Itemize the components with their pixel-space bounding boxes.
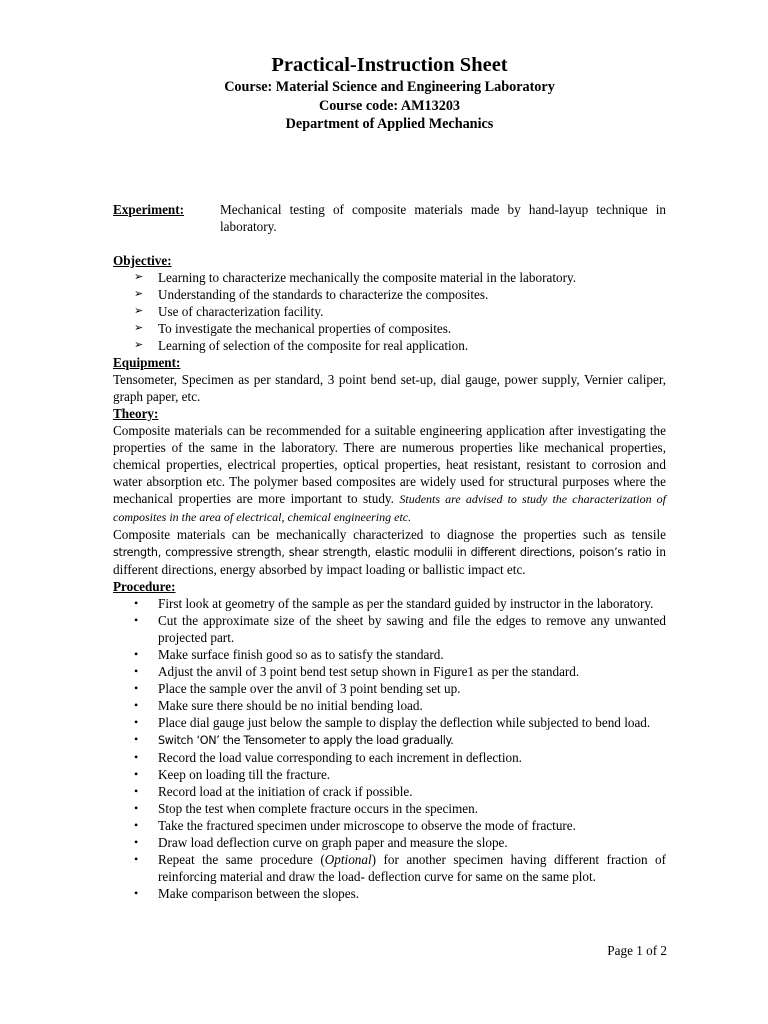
bullet-icon: • <box>134 663 139 678</box>
bullet-icon: • <box>134 783 139 798</box>
list-item: • Stop the test when complete fracture occurs in the specimen. <box>134 800 479 816</box>
theory-paragraph: Composite materials can be recommended for a suitable engineering application after investigating the properties of the same in the laboratory. There are numerous properties like mechanical properties, chemical properties, electrical properties, optical properties, heat resistant, resistant to corrosion and water absorption etc. The polymer based composites are widely used for structural purposes where the mechanical properties are more important to study. Students are advised to study the characterization of composites in the area of electrical, chemical engineering etc. <box>113 422 667 524</box>
theory-note: Students are advised to study the characterization of composites in the area of electrical, chemical engineering etc. <box>113 491 667 524</box>
list-item: • Switch ‘ON’ the Tensometer to apply the load gradually. <box>134 731 454 747</box>
list-item: • First look at geometry of the sample as per the standard guided by instructor in the laboratory. <box>134 595 654 611</box>
list-item: ➢ Learning to characterize mechanically the composite material in the laboratory. <box>134 269 577 285</box>
bullet-icon: • <box>134 749 139 764</box>
department-name: Department of Applied Mechanics <box>285 116 494 132</box>
page-content <box>113 52 666 902</box>
bullet-icon: • <box>134 817 139 832</box>
theory-paragraph-2: Composite materials can be mechanically characterized to diagnose the properties such as tensile strength, compressive strength, shear strength, elastic modulii in different directions, poison’s ratio in different directions, energy absorbed by impact loading or ballistic impact etc. <box>113 526 666 577</box>
list-item: • Keep on loading till the fracture. <box>134 766 331 782</box>
list-item: • Repeat the same procedure (Optional) for another specimen having different fraction of reinforcing material and draw the load- deflection curve for same on the same plot. <box>134 851 667 884</box>
list-item: • Draw load deflection curve on graph paper and measure the slope. <box>134 834 508 850</box>
arrow-bullet-icon: ➢ <box>134 287 144 300</box>
optional-label: Optional <box>324 851 372 867</box>
experiment-text: Mechanical testing of composite materials made by hand-layup technique in laboratory. <box>220 201 666 234</box>
equipment-text: Tensometer, Specimen as per standard, 3 point bend set-up, dial gauge, power supply, Vernier caliper, graph paper, etc. <box>113 371 666 404</box>
bullet-icon: • <box>134 834 139 849</box>
equipment-heading: Equipment: <box>113 354 181 370</box>
list-item: • Make sure there should be no initial bending load. <box>134 697 423 713</box>
bullet-icon: • <box>134 680 139 695</box>
arrow-bullet-icon: ➢ <box>134 321 144 334</box>
arrow-bullet-icon: ➢ <box>134 338 144 351</box>
bullet-icon: • <box>134 646 139 661</box>
list-item: ➢ Understanding of the standards to characterize the composites. <box>134 286 489 302</box>
list-item: • Record load at the initiation of crack if possible. <box>134 783 413 799</box>
list-item: • Make surface finish good so as to satisfy the standard. <box>134 646 444 662</box>
procedure-heading: Procedure: <box>113 578 176 594</box>
list-item: • Place dial gauge just below the sample to display the deflection while subjected to bend load. <box>134 714 651 730</box>
list-item: ➢ Use of characterization facility. <box>134 303 324 319</box>
course-code: Course code: AM13203 <box>318 97 461 114</box>
bullet-icon: • <box>134 800 139 815</box>
arrow-bullet-icon: ➢ <box>134 304 144 317</box>
procedure-list <box>113 595 666 902</box>
document-title: Practical-Instruction Sheet <box>271 54 508 76</box>
arrow-bullet-icon: ➢ <box>134 270 144 283</box>
objective-list <box>113 269 666 354</box>
list-item: • Make comparison between the slopes. <box>134 885 360 901</box>
list-item: ➢ To investigate the mechanical properties of composites. <box>134 320 452 336</box>
list-item: • Adjust the anvil of 3 point bend test setup shown in Figure1 as per the standard. <box>134 663 580 679</box>
bullet-icon: • <box>134 595 139 610</box>
list-item: • Take the fractured specimen under microscope to observe the mode of fracture. <box>134 817 576 833</box>
theory-heading: Theory: <box>113 405 159 421</box>
bullet-icon: • <box>134 766 139 781</box>
bullet-icon: • <box>134 851 139 866</box>
objective-heading: Objective: <box>113 252 172 268</box>
list-item: • Cut the approximate size of the sheet by sawing and file the edges to remove any unwanted projected part. <box>134 612 666 645</box>
bullet-icon: • <box>134 697 139 712</box>
list-item: • Record the load value corresponding to each increment in deflection. <box>134 749 522 765</box>
bullet-icon: • <box>134 731 139 746</box>
experiment-label: Experiment: <box>113 201 185 217</box>
bullet-icon: • <box>134 714 139 729</box>
bullet-icon: • <box>134 612 139 627</box>
bullet-icon: • <box>134 885 139 900</box>
page-number: Page 1 of 2 <box>607 943 667 958</box>
course-name: Course: Material Science and Engineering Laboratory <box>224 79 555 95</box>
list-item: ➢ Learning of selection of the composite for real application. <box>134 337 469 353</box>
experiment-row <box>113 201 666 235</box>
list-item: • Place the sample over the anvil of 3 point bending set up. <box>134 680 461 696</box>
